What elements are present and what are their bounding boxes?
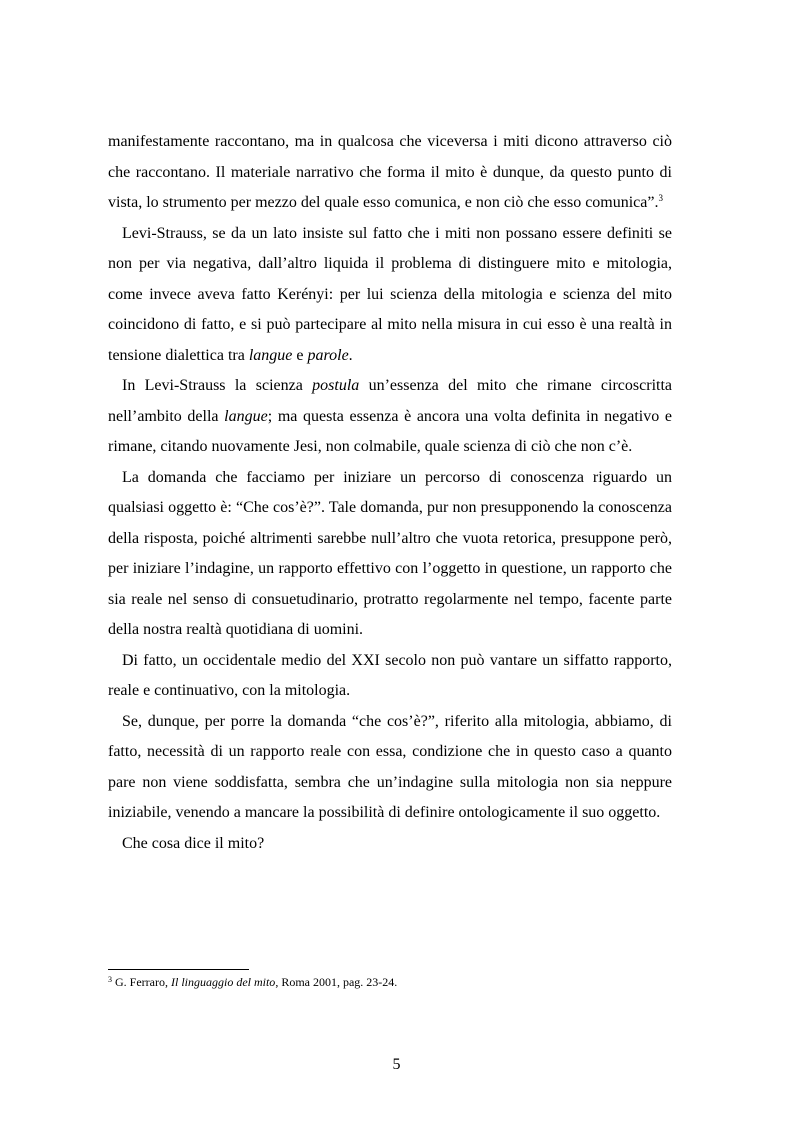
footnote-ref: 3 [658,193,663,203]
italic-text: Il linguaggio del mito [170,975,276,989]
italic-text: postula [312,377,360,394]
text-run: ; ma questa essenza è ancora una volta definita in negativo e rimane, citando nuovamente Jesi, non colmabile, quale scienza di ciò che non c’è. [108,407,672,455]
paragraph-p2 [108,219,672,372]
text-run: Se, dunque, per porre la domanda “che cos’è?”, riferito alla mitologia, abbiamo, di fatto, necessità di un rapporto reale con essa, condizione che in questo caso a quanto pare non viene soddisfatta, sembra che un’indagine sulla mitologia non sia neppure iniziabile, venendo a mancare la possibilità di definire ontologicamente il suo oggetto. [108,712,672,821]
text-run: La domanda che facciamo per iniziare un percorso di conoscenza riguardo un qualsiasi oggetto è: “Che cos’è?”. Tale domanda, pur non presupponendo la conoscenza della risposta, poiché altrimenti sarebbe null’altro che vuota retorica, presuppone però, per iniziare l’indagine, un rapporto effettivo con l’oggetto in questione, un rapporto che sia reale nel senso di consuetudinario, protratto regolarmente nel tempo, facente parte della nostra realtà quotidiana di uomini. [108,468,672,638]
text-run: Che cosa dice il mito? [122,834,265,852]
paragraph-p4 [108,463,672,646]
text-run: In Levi-Strauss la scienza [122,377,313,394]
italic-text: parole [307,346,349,364]
footnote-ref: 3 [108,975,112,984]
text-run: e [292,346,308,364]
paragraph-p5 [108,646,672,707]
body-text [108,127,672,859]
text-run: , Roma 2001, pag. 23-24. [275,975,398,989]
paragraph-p3 [108,371,672,463]
italic-text: langue [224,407,268,425]
footnote-separator [108,969,249,970]
page-number: 5 [392,1056,401,1073]
text-run: un’essenza del mito che rimane circoscritta nell’ambito della [108,377,672,425]
text-run: . [348,346,353,364]
italic-text: langue [248,346,293,364]
text-run: manifestamente raccontano, ma in qualcosa che viceversa i miti dicono attraverso ciò che raccontano. Il materiale narrativo che forma il mito è dunque, da questo punto di vista, lo strumento per mezzo del quale esso comunica, e non ciò che esso comunica”. [108,133,672,211]
paragraph-p6 [108,707,672,829]
footnote [108,974,672,990]
text-run: Levi-Strauss, se da un lato insiste sul fatto che i miti non possano essere definiti se non per via negativa, dall’altro liquida il problema di distinguere mito e mitologia, come invece aveva fatto Kerényi: per lui scienza della mitologia e scienza del mito coincidono di fatto, e si può partecipare al mito nella misura in cui esso è una realtà in tensione dialettica tra [108,224,672,364]
paragraph-p1 [108,127,672,219]
text-run: G. Ferraro, [112,975,171,989]
paragraph-p7 [108,829,672,860]
text-run: Di fatto, un occidentale medio del XXI secolo non può vantare un siffatto rapporto, reale e continuativo, con la mitologia. [108,651,672,699]
